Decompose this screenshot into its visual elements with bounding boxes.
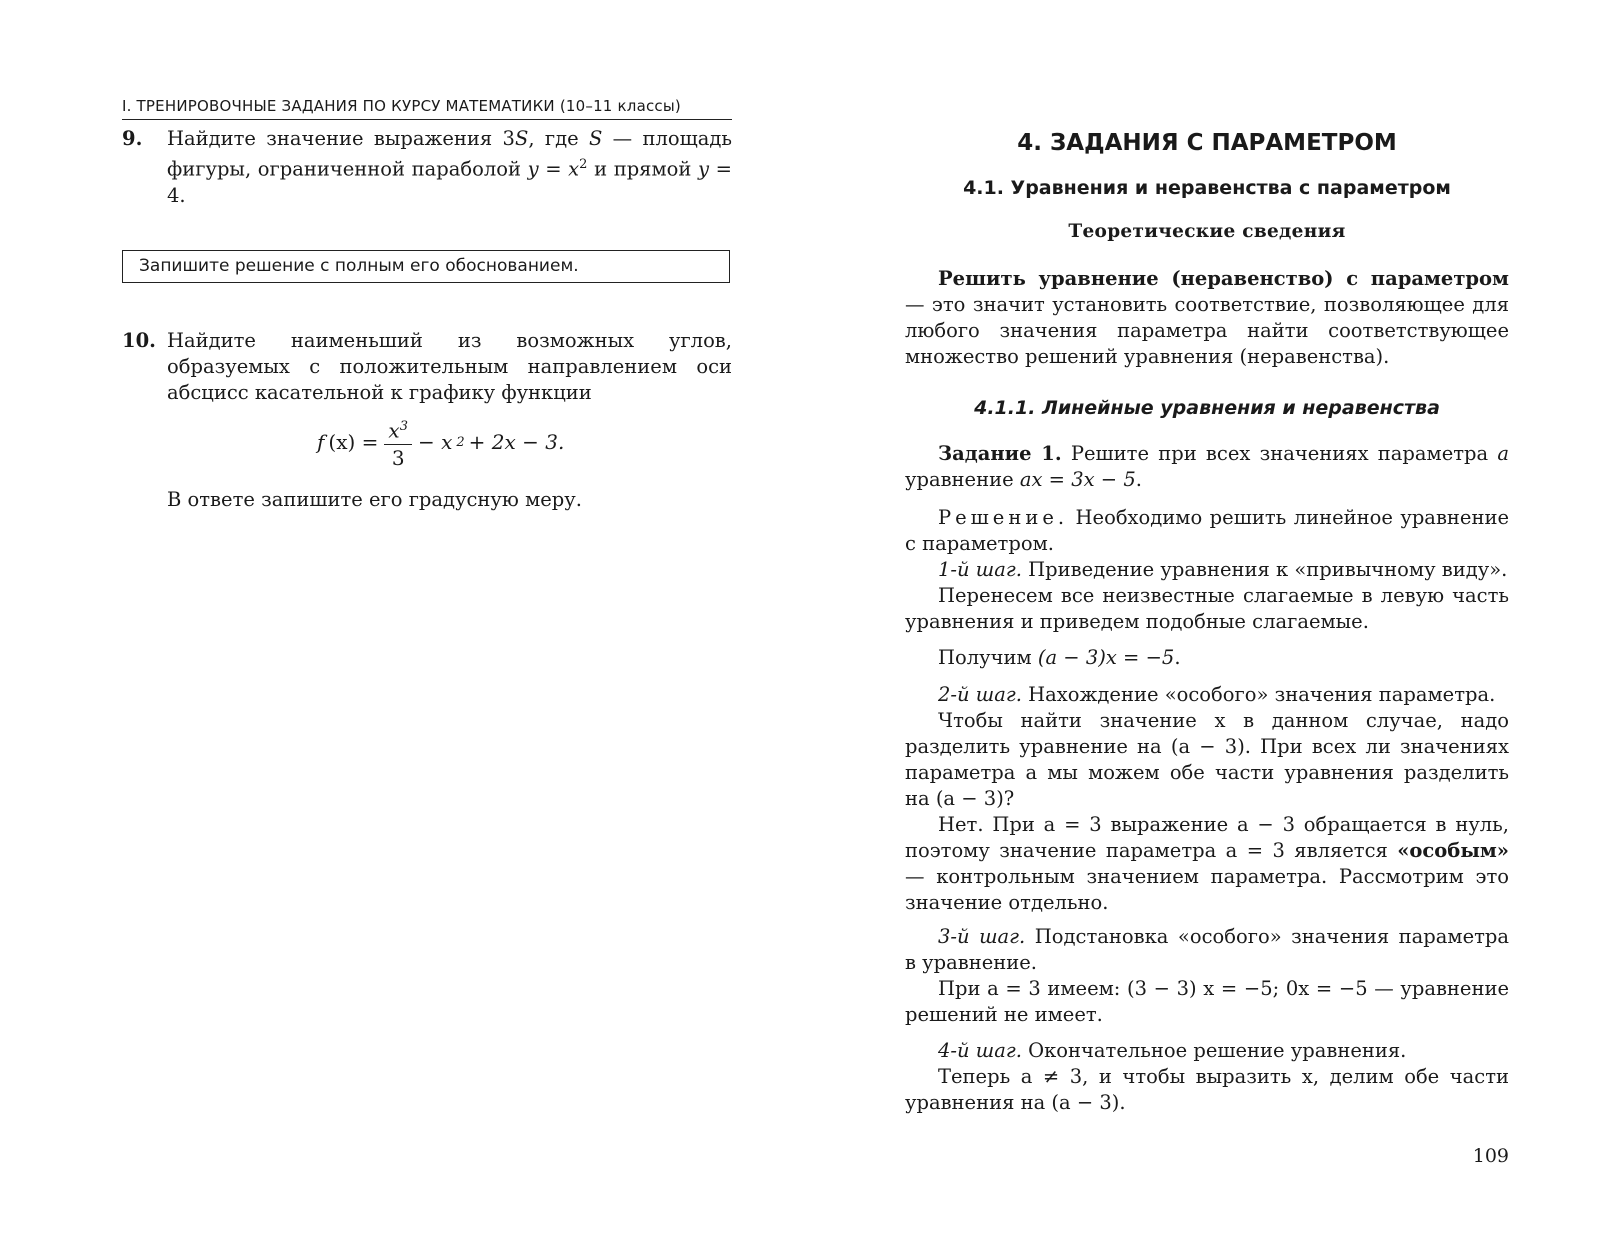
step-1-text: Перенесем все неизвестные слагаемые в левую часть уравнения и приведем подобные слагаемые. (905, 584, 1509, 633)
task-number: 9. (122, 127, 143, 150)
solution-paragraph: Решение. Необходимо решить линейное уравнение с параметром. (905, 506, 1509, 555)
step-4-text: Теперь a ≠ 3, и чтобы выразить x, делим обе части уравнения на (a − 3). (905, 1065, 1509, 1114)
theory-subheading: Теоретические сведения (1068, 221, 1346, 242)
step-1-result: Получим (a − 3)x = −5. (938, 646, 1181, 669)
answer-note: В ответе запишите его градусную меру. (167, 488, 582, 511)
answer-instruction-box: Запишите решение с полным его обоснованием. (122, 250, 730, 283)
task-number: 10. (122, 329, 156, 352)
step-3-text: При a = 3 имеем: (3 − 3) x = −5; 0x = −5 — уравнение решений не имеет. (905, 977, 1509, 1026)
step-3-title: 3-й шаг. Подстановка «особого» значения параметра в уравнение. (905, 925, 1510, 974)
chapter-title: 4. ЗАДАНИЯ С ПАРАМЕТРОМ (1017, 130, 1397, 156)
task-1-paragraph: Задание 1. Решите при всех значениях параметра a уравнение ax = 3x − 5. (905, 442, 1509, 491)
section-title: 4.1. Уравнения и неравенства с параметром (963, 177, 1451, 199)
step-2-title: 2-й шаг. Нахождение «особого» значения параметра. (938, 683, 1496, 706)
fraction: $\frac{x^3}{3}$ (384, 414, 412, 471)
right-page (905, 0, 1509, 1258)
step-1-title: 1-й шаг. Приведение уравнения к «привычному виду». (938, 558, 1508, 581)
subsection-title: 4.1.1. Линейные уравнения и неравенства (974, 397, 1440, 419)
page-number: 109 (1472, 1145, 1509, 1167)
task-10 (122, 328, 732, 406)
running-head: I. ТРЕНИРОВОЧНЫЕ ЗАДАНИЯ ПО КУРСУ МАТЕМАТИКИ (10–11 классы) (122, 97, 732, 120)
task-9 (122, 126, 732, 209)
step-2-text: Чтобы найти значение x в данном случае, надо разделить уравнение на (a − 3). При всех ли значениях параметра a мы можем обе части уравнения разделить на (a − 3)? (905, 709, 1509, 810)
definition-paragraph: Решить уравнение (неравенство) с параметром — это значит установить соответствие, позволяющее для любого значения параметра найти соответствующее множество решений уравнения (неравенства). (905, 267, 1509, 368)
left-page (122, 0, 732, 1258)
task-10-text: Найдите наименьший из возможных углов, образуемых с положительным направлением оси абсцисс касательной к графику функции (167, 329, 732, 404)
task-9-text: Найдите значение выражения 3S, где S — площадь фигуры, ограниченной параболой $y = x^2$ и прямой y = 4. (167, 127, 732, 207)
step-4-title: 4-й шаг. Окончательное решение уравнения. (938, 1039, 1407, 1062)
step-2-answer: Нет. При a = 3 выражение a − 3 обращается в нуль, поэтому значение параметра a = 3 является «особым» — контрольным значением параметра. Рассмотрим это значение отдельно. (905, 813, 1509, 914)
function-formula: f (x) = $\frac{x^3}{3}$ − x 2 + 2x − 3. (317, 414, 564, 471)
